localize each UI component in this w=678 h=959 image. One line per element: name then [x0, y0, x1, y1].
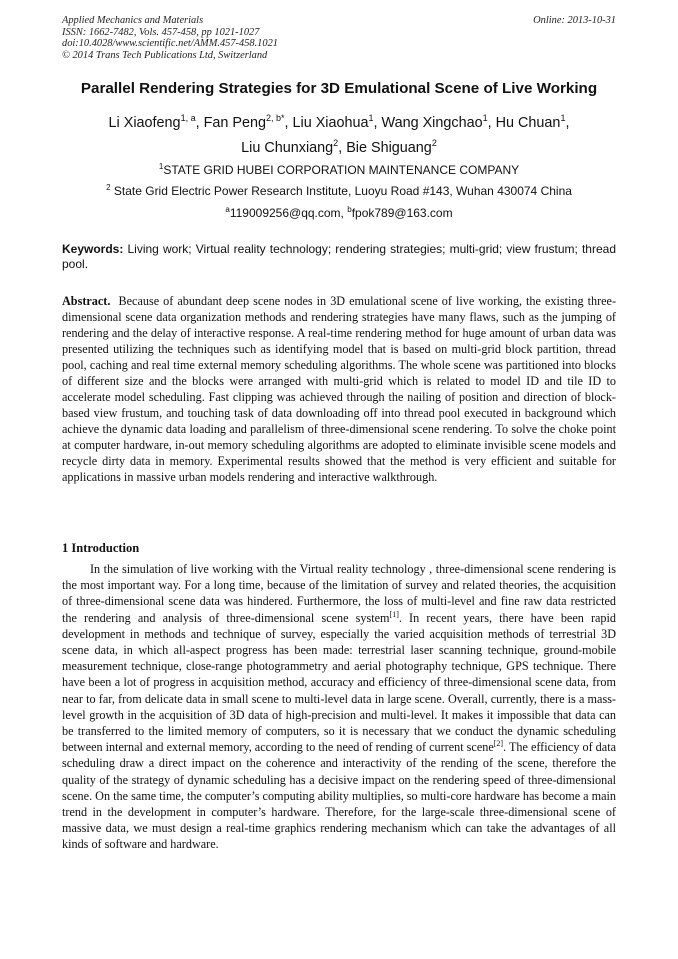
journal-name: Applied Mechanics and Materials	[62, 15, 204, 26]
copyright-line: © 2014 Trans Tech Publications Ltd, Switzerland	[62, 49, 268, 61]
paper-title: Parallel Rendering Strategies for 3D Emulational Scene of Live Working	[80, 80, 598, 97]
author-affiliation-mark: 2	[431, 138, 437, 149]
author-name: Wang Xingchao	[381, 115, 483, 131]
author-affiliation-mark: 1	[482, 113, 488, 124]
affiliation-text: STATE GRID HUBEI CORPORATION MAINTENANCE COMPANY	[163, 163, 520, 177]
author-name: Liu Xiaohua	[292, 115, 369, 131]
intro-text-part-2: . In recent years, there have been rapid development in methods and technique of survey, especially the varied acquisition methods of terrestrial 3D scene data, in which all-aspect progress has been made: terrestrial laser scanning technique, ground-mobile measurement technique, close-range photogrammetry and aerial photography technique, GPS technique. There have been a lot of progress in acquisition method, accuracy and efficiency of three-dimensional scene data, from near to far, from delicate data in small scene to multi-level data in large scene. Overall, currently, there is a mass-level growth in the acquisition of 3D data of high-precision and multi-level. It makes it impossible that data can be transferred to the limited memory of computers, so it is necessary that we conduct the dynamic scheduling between internal and external memory, according to the need of rending of current scene	[62, 610, 617, 755]
affiliation-2	[40, 184, 638, 198]
author-emails	[40, 206, 638, 220]
author-name: Li Xiaofeng	[108, 115, 181, 131]
affiliation-text: State Grid Electric Power Research Institute, Luoyu Road #143, Wuhan 430074 China	[113, 184, 572, 198]
journal-header	[62, 15, 616, 61]
email-mark: a	[225, 205, 230, 214]
author-affiliation-mark: 1	[368, 113, 374, 124]
citation-2: [2]	[493, 739, 504, 749]
citation-1: [1]	[389, 609, 399, 619]
section-heading: 1 Introduction	[62, 541, 140, 555]
author-name: Fan Peng	[203, 115, 266, 131]
author-name: Liu Chunxiang	[241, 140, 334, 156]
author-affiliation-mark: 2	[333, 138, 339, 149]
author-affiliation-mark: 1	[560, 113, 566, 124]
intro-text-part-1: In the simulation of live working with the Virtual reality technology , three-dimensional scene rendering is the most important way. For a long time, because of the limitation of survey and related theories, the acquisition of three-dimensional scene data was hindered. Furthermore, the loss of multi-level and fine raw data restricted the rendering and analysis of three-dimensional scene system	[62, 562, 616, 625]
abstract-text: Because of abundant deep scene nodes in 3D emulational scene of live working, the existing three-dimensional scene data organization methods and rendering strategies have many flaws, such as the jumping of rendering and the delay of interactive response. A real-time rendering method for huge amount of urban data was presented utilizing the techniques such as identifying model that is based on multi-grid block partition, thread pool, caching and real time external memory scheduling algorithms. The whole scene was partitioned into blocks of different size and the blocks were arranged with multi-grid which is related to model ID and tile ID to accelerate model scheduling. Fast clipping was achieved through the nailing of position and direction of block-based view frustum, and touching task of data downloading off into thread pool executed in background which achieve the dynamic data loading and parallelism of three-dimensional scene rendering. To solve the choke point at computer hardware, in-out memory scheduling algorithms are adopted to eliminate invisible scene models and recycle dirty data in memory. Experimental results showed that the method is very efficient and suitable for applications in massive urban models rendering and interactive walkthrough.	[62, 294, 617, 484]
affiliation-mark: 2	[106, 183, 111, 192]
author-affiliation-mark: 2, b*	[265, 113, 285, 124]
email-a: 119009256@qq.com,	[229, 206, 344, 220]
email-b: fpok789@163.com	[351, 206, 453, 220]
abstract-label: Abstract.	[62, 294, 111, 308]
affiliation-1	[40, 163, 638, 177]
abstract	[62, 293, 616, 485]
keywords-text: Living work; Virtual reality technology; rendering strategies; multi-grid; view frustum; thread pool.	[62, 242, 616, 271]
intro-text-part-3: . The efficiency of data scheduling draw a direct impact on the coherence and interactivity of the rending of the scene, therefore the quality of the strategy of dynamic scheduling has a decisive impact on the rendering speed of three-dimensional scene. On the same time, the computer’s computing ability multiplies, so multi-core hardware has become a main trend in the development in computer’s hardware. Therefore, for the large-scale three-dimensional scene of massive data, we must design a real-time graphics rendering mechanism which can take the advantages of all kinds of software and hardware.	[62, 740, 616, 852]
issn-line: ISSN: 1662-7482, Vols. 457-458, pp 1021-1027	[62, 26, 260, 38]
keywords	[62, 242, 616, 272]
doi-line: doi:10.4028/www.scientific.net/AMM.457-458.1021	[62, 38, 278, 50]
author-list: Li Xiaofeng$^{1, a}$, Fan Peng$^{2, b*}$, Liu Xiaohua$^1$, Wang Xingchao$^1$, Hu Chuan$^1$, Liu Chunxiang$^2$, Bie Shiguang$^2$	[108, 113, 570, 156]
author-affiliation-mark: 1, a	[180, 113, 196, 124]
affiliation-mark: 1	[158, 162, 164, 171]
author-name: Bie Shiguang	[346, 140, 432, 156]
email-mark: b	[347, 205, 352, 214]
author-name: Hu Chuan	[495, 115, 561, 131]
intro-paragraph	[62, 561, 616, 853]
keywords-label: Keywords:	[62, 242, 124, 256]
online-date: Online: 2013-10-31	[533, 15, 616, 26]
